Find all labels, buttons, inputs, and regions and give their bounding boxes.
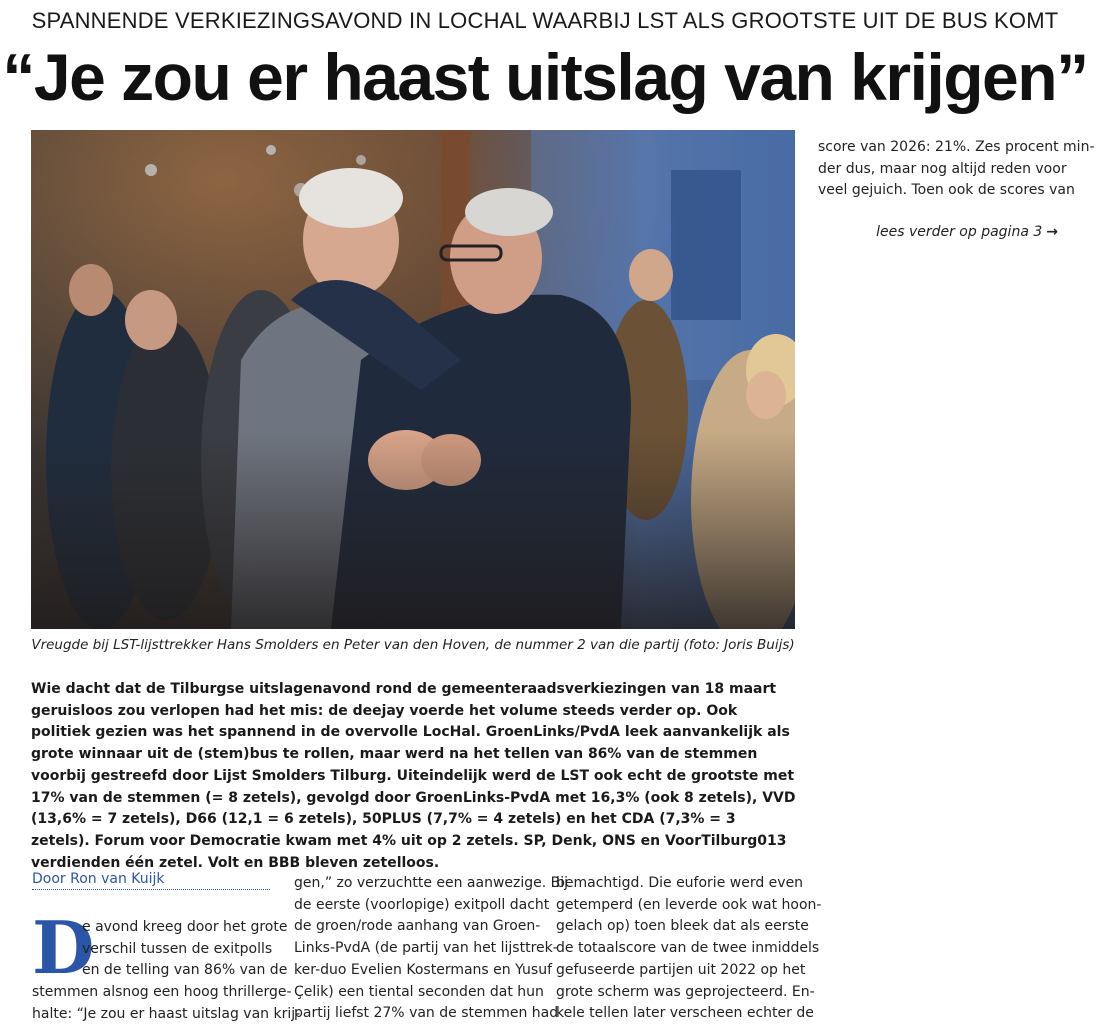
text-line: partij liefst 27% van de stemmen had [294, 1005, 559, 1022]
text-line: Çelik) een tiental seconden dat hun [294, 983, 544, 1000]
text-line: de groen/rode aanhang van Groen- [294, 918, 541, 935]
text-line: en de telling van 86% van de [82, 962, 288, 979]
read-more-link[interactable] [818, 224, 1058, 240]
text-line: score van 2026: 21%. Zes procent min- [818, 139, 1095, 155]
text-line: e avond kreeg door het grote [82, 919, 288, 935]
text-line: der dus, maar nog altijd reden voor [818, 160, 1067, 177]
intro-paragraph: Wie dacht dat de Tilburgse uitslagenavond rond de gemeenteraadsverkiezingen van 18 maart geruisloos zou verlopen had het mis: de deejay voerde het volume steeds verder op. Ook politiek gezien was het spannend in de overvolle LocHal. GroenLinks/PvdA leek aanvankelijk als grote winnaar uit de (stem)bus te rollen, maar werd na het tellen van 86% van de stemmen voorbij gestreefd door Lijst Smolders Tilburg. Uiteindelijk werd de LST ook echt de grootste met 17% van de stemmen (= 8 zetels), gevolgd door GroenLinks-PvdA met 16,3% (ook 8 zetels), VVD (13,6% = 7 zetels), D66 (12,1 = 6 zetels), 50PLUS (7,7% = 4 zetels) en het CDA (7,3% = 3 zetels). Forum voor Democratie kwam met 4% uit op 2 zetels. SP, Denk, ONS en VoorTilburg013 verdienden één zetel. Volt en BBB bleven zetelloos. [31, 681, 796, 871]
text-line: bemachtigd. Die euforie werd even [556, 875, 804, 891]
byline: Door Ron van Kuijk [32, 871, 270, 890]
body-column-2 [294, 873, 569, 1025]
text-line: gelach op) toen bleek dat als eerste [556, 918, 809, 935]
read-more-label: lees verder op pagina 3 [876, 224, 1043, 240]
text-line: gen,” zo verzuchtte een aanwezige. Bij [294, 875, 569, 891]
arrow-right-icon: → [1046, 224, 1058, 240]
text-line: kele tellen later verscheen echter de [556, 1005, 814, 1022]
headline: “Je zou er haast uitslag van krijgen” [2, 40, 1088, 114]
text-line: ker-duo Evelien Kostermans en Yusuf [294, 961, 553, 978]
text-line: halte: “Je zou er haast uitslag van krij- [32, 1005, 301, 1022]
text-line: veel gejuich. Toen ook de scores van [818, 182, 1075, 199]
text-line: Links-PvdA (de partij van het lijsttrek- [294, 940, 558, 957]
text-line: grote scherm was geprojecteerd. En- [556, 983, 815, 1000]
body-column-1 [32, 917, 301, 1026]
right-column-text [818, 137, 1095, 202]
text-line: de eerste (voorlopige) exitpoll dacht [294, 896, 550, 913]
drop-cap: D [32, 905, 95, 990]
photo-illustration [31, 130, 795, 629]
text-line: gefuseerde partijen uit 2022 op het [556, 961, 806, 978]
text-line: getemperd (en leverde ook wat hoon- [556, 896, 822, 913]
text-line: de totaalscore van de twee inmiddels [556, 940, 820, 957]
text-line: verschil tussen de exitpolls [82, 940, 273, 957]
kicker: SPANNENDE VERKIEZINGSAVOND IN LOCHAL WAARBIJ LST ALS GROOTSTE UIT DE BUS KOMT [31, 8, 1059, 33]
text-line: stemmen alsnog een hoog thrillerge- [32, 984, 292, 1001]
photo-caption: Vreugde bij LST-lijsttrekker Hans Smolders en Peter van den Hoven, de nummer 2 van die partij (foto: Joris Buijs) [31, 637, 795, 653]
news-photo [31, 130, 795, 629]
body-column-3 [556, 873, 822, 1025]
